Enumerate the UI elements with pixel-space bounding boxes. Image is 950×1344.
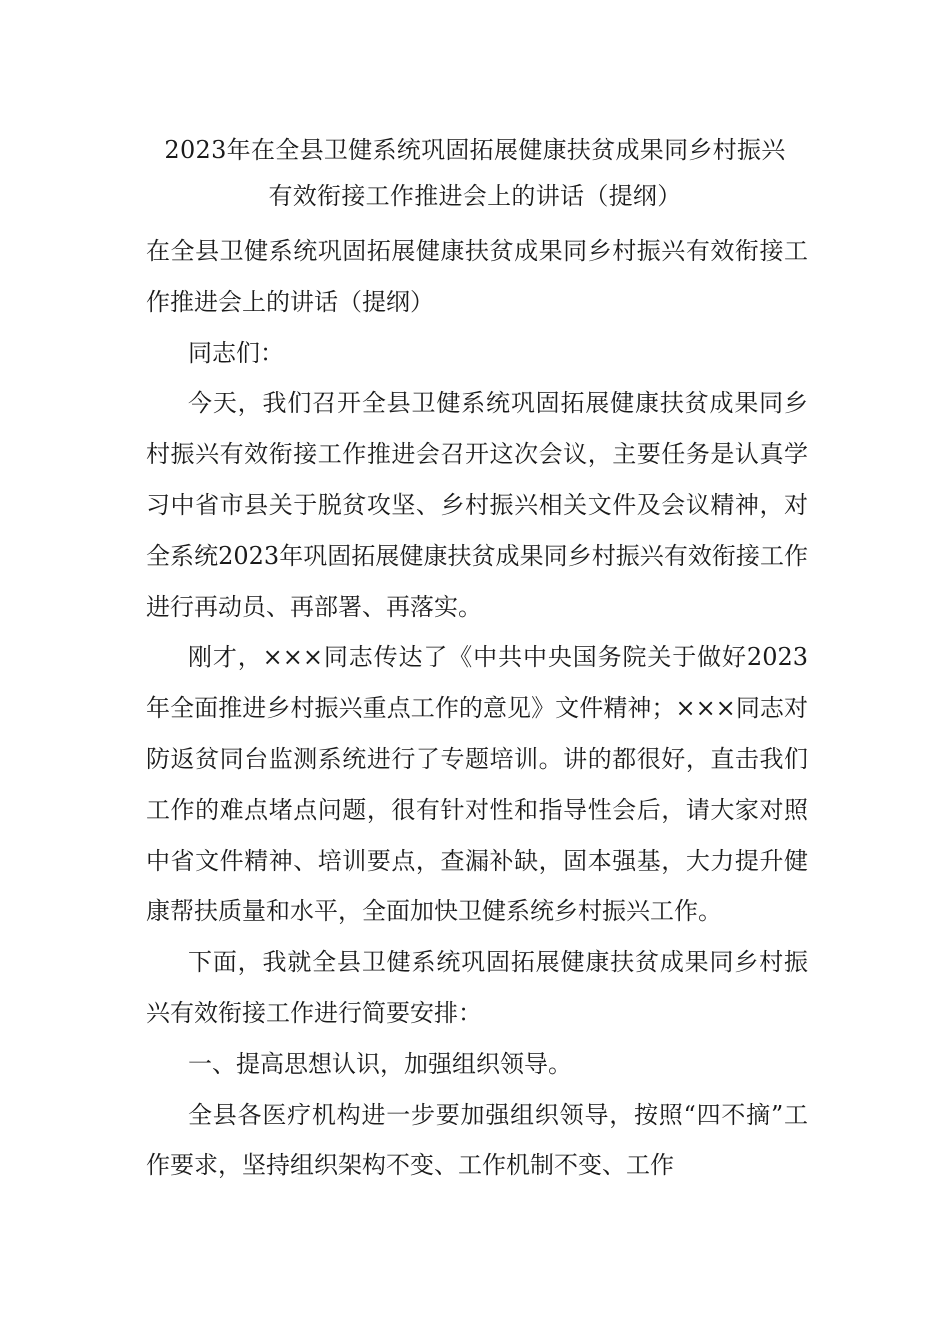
section-heading-1: 一、提高思想认识，加强组织领导。 [188,1049,572,1078]
document-body [146,226,808,1191]
paragraph-4: 全县各医疗机构进一步要加强组织领导，按照“四不摘”工作要求，坚持组织架构不变、工作机制不变、工作 [146,1100,808,1180]
title-block [140,127,810,219]
title-line-2: 有效衔接工作推进会上的讲话（提纲） [268,182,682,210]
title-line-1: 2023年在全县卫健系统巩固拓展健康扶贫成果同乡村振兴 [164,136,786,164]
document-title [140,127,810,219]
paragraph-3: 下面，我就全县卫健系统巩固拓展健康扶贫成果同乡村振兴有效衔接工作进行简要安排： [146,948,808,1027]
document-subtitle: 在全县卫健系统巩固拓展健康扶贫成果同乡村振兴有效衔接工作推进会上的讲话（提纲） [146,237,808,316]
paragraph-1: 今天，我们召开全县卫健系统巩固拓展健康扶贫成果同乡村振兴有效衔接工作推进会召开这次会议，主要任务是认真学习中省市县关于脱贫攻坚、乡村振兴相关文件及会议精神，对全系统2023年巩固拓展健康扶贫成果同乡村振兴有效衔接工作进行再动员、再部署、再落实。 [146,389,808,621]
paragraph-2: 刚才，×××同志传达了《中共中央国务院关于做好2023年全面推进乡村振兴重点工作的意见》文件精神；×××同志对防返贫同台监测系统进行了专题培训。讲的都很好，直击我们工作的难点堵点问题，很有针对性和指导性会后，请大家对照中省文件精神、培训要点，查漏补缺，固本强基，大力提升健康帮扶质量和水平，全面加快卫健系统乡村振兴工作。 [146,643,808,926]
greeting: 同志们： [188,338,284,367]
